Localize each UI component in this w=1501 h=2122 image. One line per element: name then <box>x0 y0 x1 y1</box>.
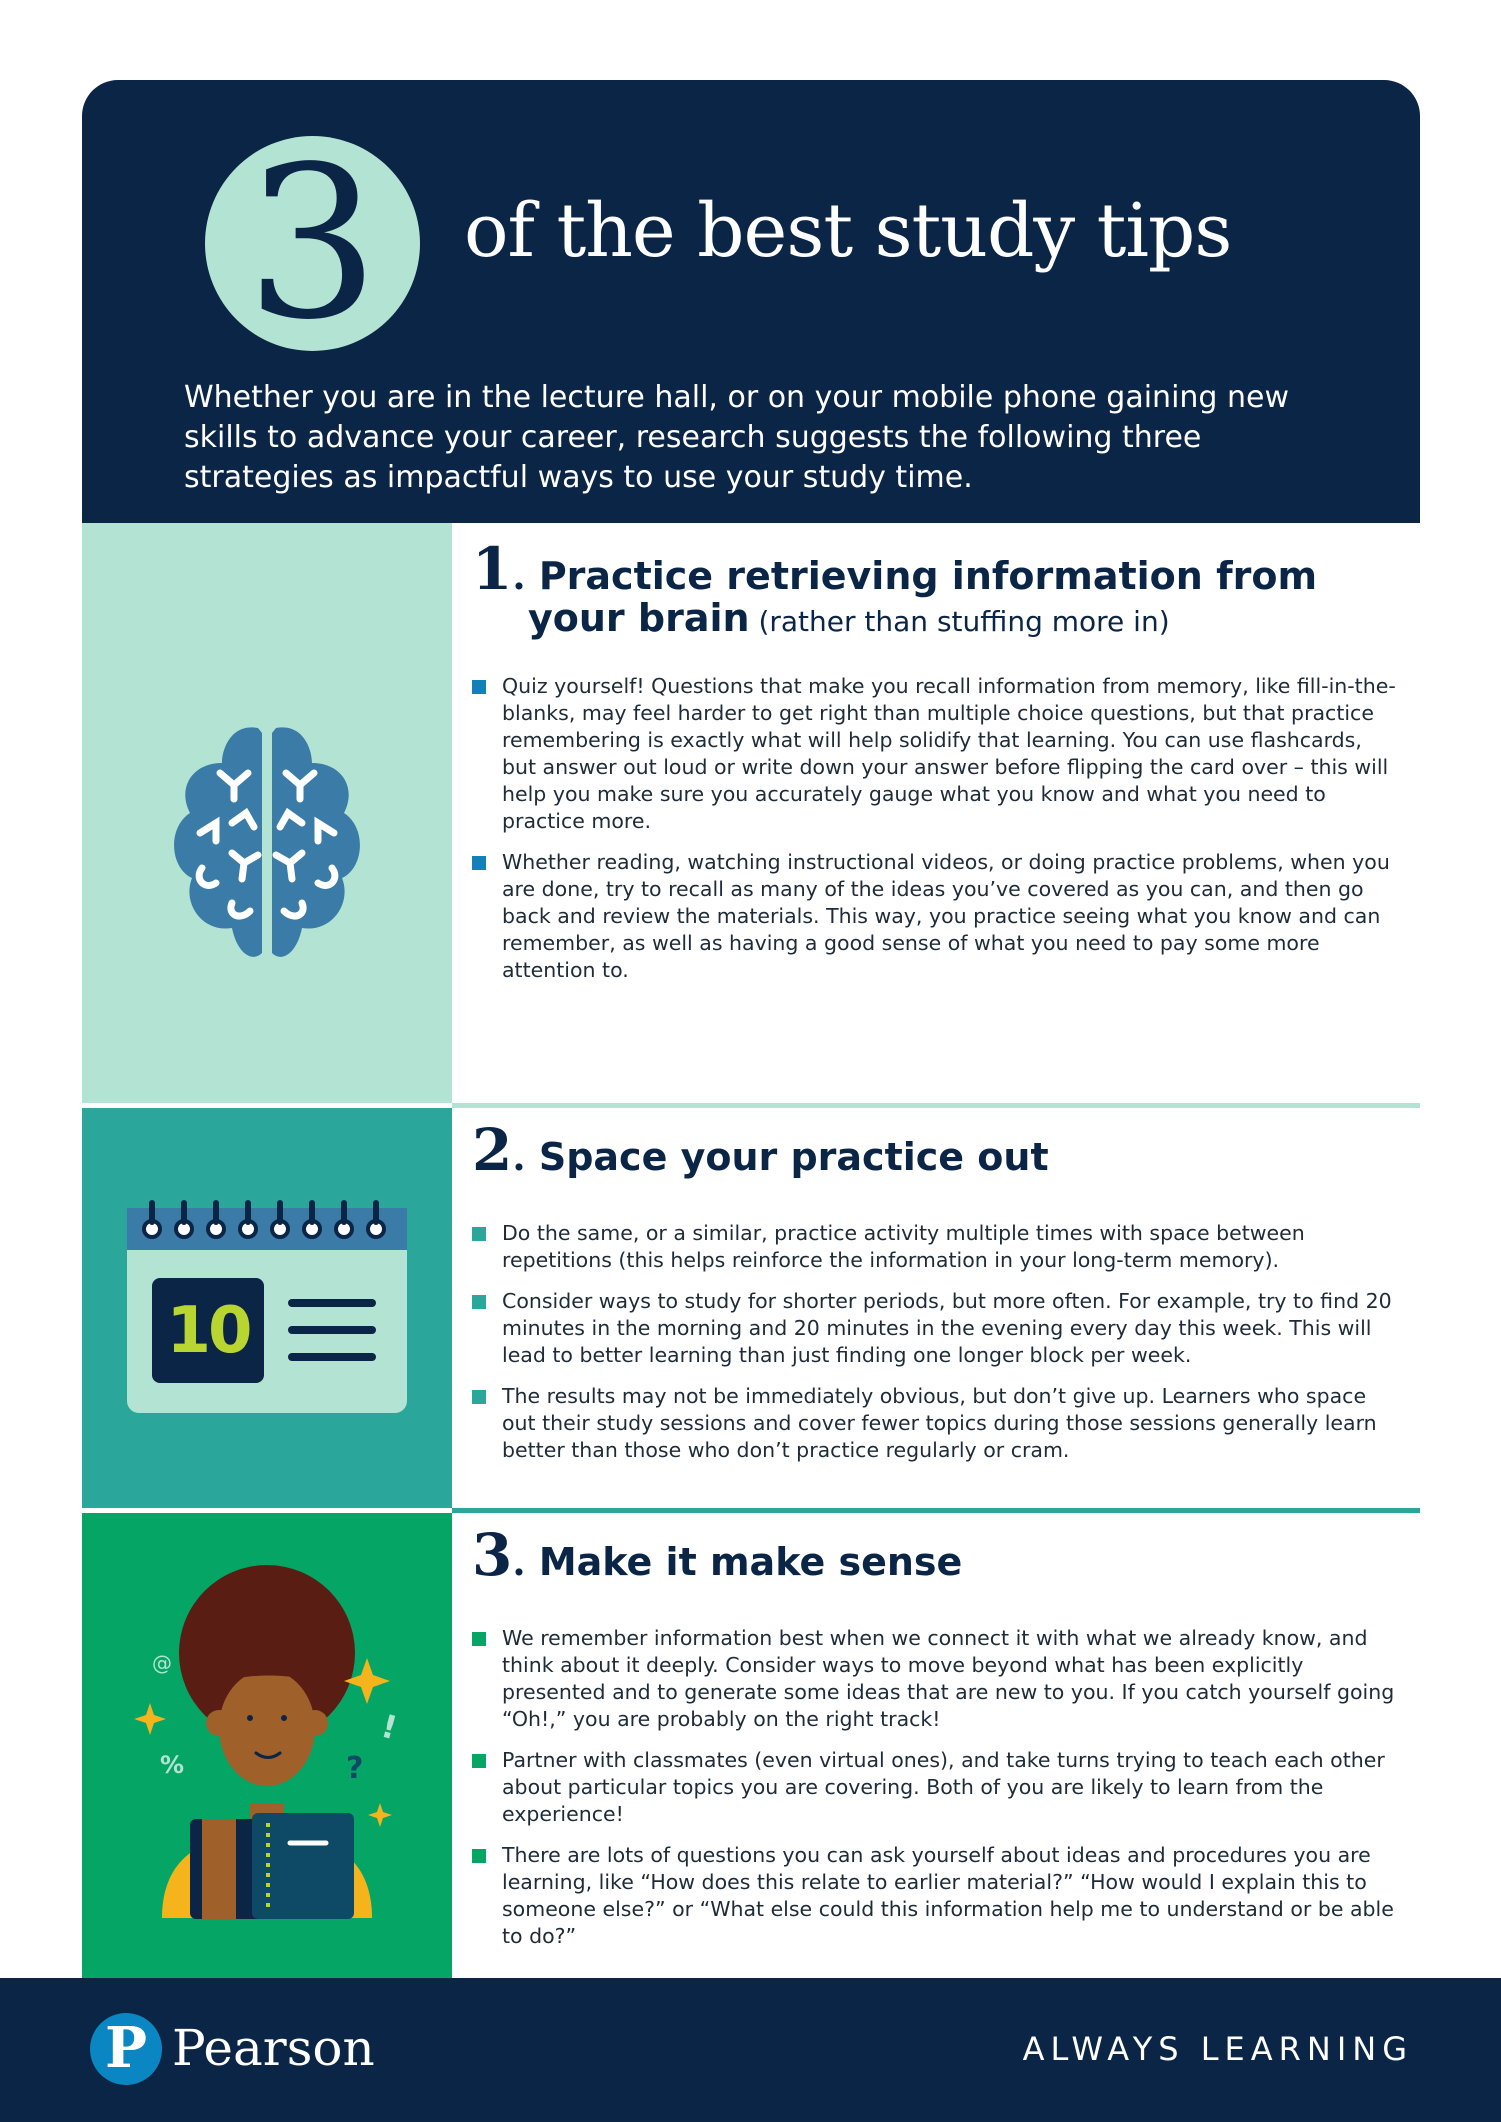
section-2-content <box>452 1108 1420 1508</box>
intro-text: Whether you are in the lecture hall, or on your mobile phone gaining new skills to advance your career, research suggests the following three strategies as impactful ways to use your study time. <box>184 380 1290 495</box>
header-banner <box>82 80 1420 523</box>
list-item: Partner with classmates (even virtual ones), and take turns trying to teach each other about particular topics you are covering. Both of you are likely to learn from the experience! <box>472 1747 1402 1828</box>
section-1-illustration-panel <box>82 523 452 1103</box>
section-1-title-line2: your brain <box>528 596 750 640</box>
section-2-heading: 2. Space your practice out <box>472 1116 1049 1184</box>
exclamation-doodle: ! <box>377 1706 402 1748</box>
calendar-day-number: 10 <box>166 1294 250 1368</box>
logo-letter: P <box>104 2015 148 2081</box>
brand-name: Pearson <box>172 2019 375 2077</box>
question-mark-doodle: ? <box>346 1751 364 1786</box>
section-1-heading: 1. Practice retrieving information from your brain (rather than stuffing more in) <box>472 535 1318 640</box>
student-with-notebook-icon <box>82 1513 452 1998</box>
list-item: Quiz yourself! Questions that make you recall information from memory, like fill-in-the-blanks, may feel harder to get right than multiple choice questions, but that practice remembering is exactly what will help solidify that learning. You can use flashcards, but answer out loud or write down your answer before flipping the card over – this will help you make sure you accurately gauge what you know and what you need to practice more. <box>472 673 1402 835</box>
pearson-logo-icon <box>90 2013 162 2085</box>
section-1 <box>82 523 1420 1103</box>
section-3-heading: 3. Make it make sense <box>472 1521 963 1589</box>
section-3-bullet-list <box>472 1625 1402 1964</box>
list-item: Whether reading, watching instructional videos, or doing practice problems, when you are done, try to recall as many of the ideas you’ve covered as you can, and then go back and review the materials. This way, you practice seeing what you know and can remember, as well as having a good sense of what you need to pay some more attention to. <box>472 849 1402 984</box>
section-3-content <box>452 1513 1420 1998</box>
bullet-square-icon <box>472 856 486 870</box>
bullet-square-icon <box>472 1295 486 1309</box>
section-2-bullet-list <box>472 1220 1402 1478</box>
section-2-title: Space your practice out <box>538 1135 1049 1179</box>
bullet-square-icon <box>472 1227 486 1241</box>
section-3-illustration-panel <box>82 1513 452 1998</box>
brain-icon <box>82 523 452 1103</box>
section-3 <box>82 1513 1420 1998</box>
page-title: of the best study tips <box>464 188 1232 274</box>
percent-symbol-doodle: % <box>160 1751 185 1779</box>
bullet-square-icon <box>472 1390 486 1404</box>
bullet-square-icon <box>472 1849 486 1863</box>
section-1-content <box>452 523 1420 1103</box>
tagline: ALWAYS LEARNING <box>1022 2030 1413 2068</box>
section-1-number: 1 <box>472 535 513 603</box>
list-item: Do the same, or a similar, practice activity multiple times with space between repetitions (this helps reinforce the information in your long-term memory). <box>472 1220 1402 1274</box>
section-3-title: Make it make sense <box>538 1540 963 1584</box>
list-item: There are lots of questions you can ask yourself about ideas and procedures you are learning, like “How does this relate to earlier material?” “How would I explain this to someone else?” or “What else could this information help me to understand or be able to do?” <box>472 1842 1402 1950</box>
bullet-square-icon <box>472 680 486 694</box>
section-3-number: 3 <box>472 1521 513 1589</box>
bullet-square-icon <box>472 1754 486 1768</box>
bullet-square-icon <box>472 1632 486 1646</box>
section-2-number: 2 <box>472 1116 513 1184</box>
section-1-subtitle: (rather than stuffing more in) <box>749 605 1170 638</box>
section-2-illustration-panel <box>82 1108 452 1508</box>
big-number: 3 <box>245 121 380 366</box>
calendar-icon <box>82 1108 452 1508</box>
section-2 <box>82 1108 1420 1508</box>
list-item: Consider ways to study for shorter periods, but more often. For example, try to find 20 minutes in the morning and 20 minutes in the evening every day this week. This will lead to better learning than just finding one longer block per week. <box>472 1288 1402 1369</box>
number-badge <box>205 121 420 366</box>
at-symbol-doodle: @ <box>152 1651 172 1675</box>
footer-bar <box>0 1978 1501 2122</box>
section-1-title-line1: Practice retrieving information from <box>538 554 1318 598</box>
list-item: The results may not be immediately obvious, but don’t give up. Learners who space out their study sessions and cover fewer topics during those sessions generally learn better than those who don’t practice regularly or cram. <box>472 1383 1402 1464</box>
list-item: We remember information best when we connect it with what we already know, and think about it deeply. Consider ways to move beyond what has been explicitly presented and to generate some ideas that are new to you. If you catch yourself going “Oh!,” you are probably on the right track! <box>472 1625 1402 1733</box>
section-1-bullet-list <box>472 673 1402 998</box>
